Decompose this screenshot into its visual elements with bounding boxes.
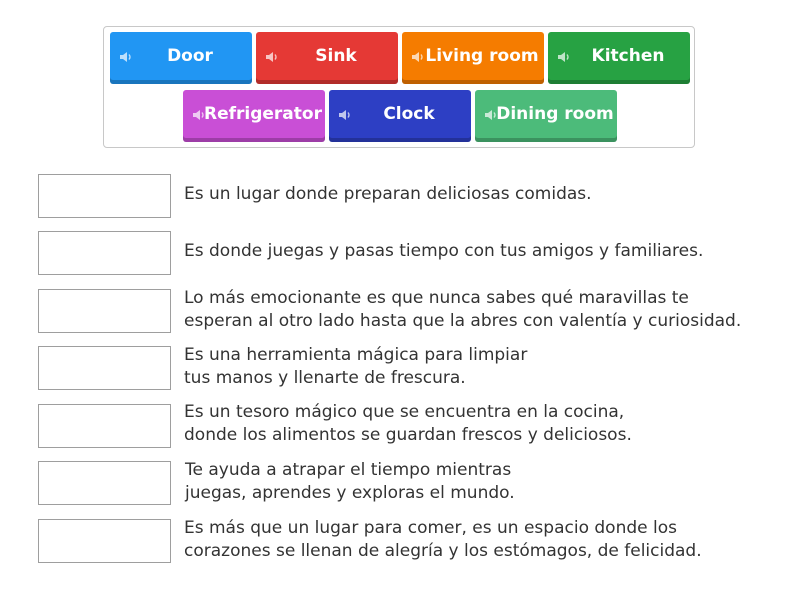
speaker-icon[interactable] [119, 51, 133, 63]
speaker-icon[interactable] [557, 51, 571, 63]
speaker-icon[interactable] [411, 51, 425, 63]
tile-label: Sink [315, 46, 357, 66]
tile-clock[interactable] [329, 90, 471, 142]
clue-7: Es más que un lugar para comer, es un espacio donde los corazones se llenan de alegría y los estómagos, de felicidad. [184, 518, 702, 561]
drop-box-2[interactable] [38, 231, 171, 275]
tile-door[interactable] [110, 32, 252, 84]
tile-label: Dining room [496, 104, 614, 124]
drop-box-3[interactable] [38, 289, 171, 333]
clue-3: Lo más emocionante es que nunca sabes qué maravillas te esperan al otro lado hasta que la abres con valentía y curiosidad. [184, 288, 742, 331]
clue-1: Es un lugar donde preparan deliciosas comidas. [184, 184, 592, 204]
speaker-icon[interactable] [192, 109, 206, 121]
tile-dining-room[interactable] [475, 90, 617, 142]
speaker-icon[interactable] [338, 109, 352, 121]
drop-box-1[interactable] [38, 174, 171, 218]
tile-label: Door [167, 46, 213, 66]
tile-kitchen[interactable] [548, 32, 690, 84]
clue-6: Te ayuda a atrapar el tiempo mientras juegas, aprendes y exploras el mundo. [185, 460, 515, 503]
drop-box-6[interactable] [38, 461, 171, 505]
tile-living-room[interactable] [402, 32, 544, 84]
tile-label: Kitchen [591, 46, 665, 66]
drop-box-7[interactable] [38, 519, 171, 563]
drop-box-5[interactable] [38, 404, 171, 448]
clue-2: Es donde juegas y pasas tiempo con tus amigos y familiares. [184, 241, 704, 261]
clue-5: Es un tesoro mágico que se encuentra en la cocina, donde los alimentos se guardan frescos y deliciosos. [184, 402, 632, 445]
tile-sink[interactable] [256, 32, 398, 84]
tile-refrigerator[interactable] [183, 90, 325, 142]
tile-label: Clock [383, 104, 435, 124]
drop-box-4[interactable] [38, 346, 171, 390]
tile-label: Living room [425, 46, 539, 66]
tile-label: Refrigerator [204, 104, 322, 124]
clue-4: Es una herramienta mágica para limpiar tus manos y llenarte de frescura. [184, 345, 528, 388]
speaker-icon[interactable] [265, 51, 279, 63]
speaker-icon[interactable] [484, 109, 498, 121]
